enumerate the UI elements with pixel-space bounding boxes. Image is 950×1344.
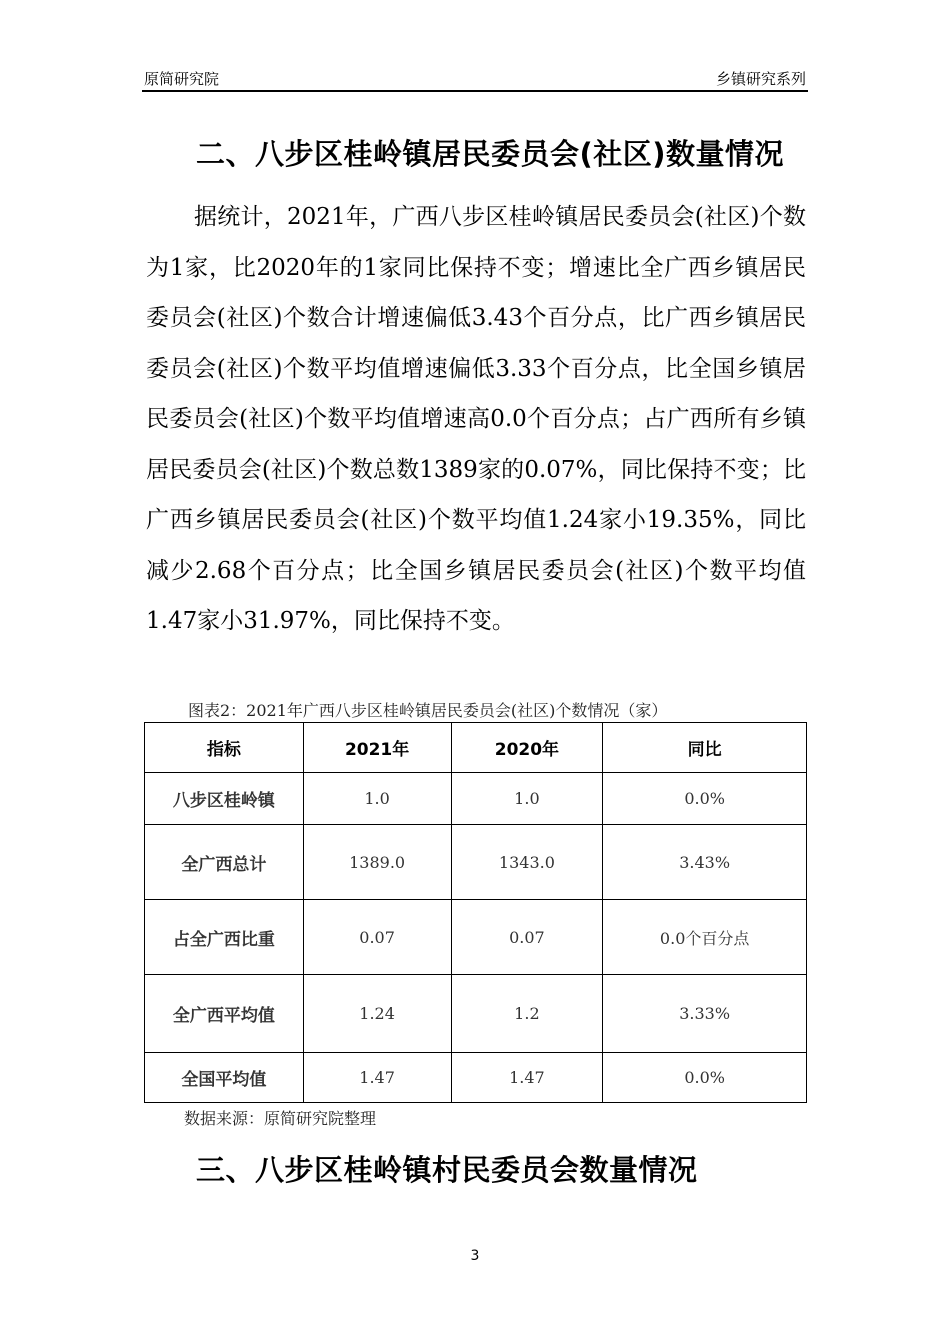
col-header-2021: 2021年	[303, 723, 451, 773]
cell-2020: 0.07	[451, 900, 603, 975]
header-right-series: 乡镇研究系列	[715, 70, 806, 88]
header-divider	[142, 90, 808, 92]
table-source-note: 数据来源：原简研究院整理	[184, 1109, 377, 1128]
cell-2021: 1389.0	[303, 825, 451, 900]
cell-2021: 1.0	[303, 773, 451, 825]
table-caption: 图表2：2021年广西八步区桂岭镇居民委员会(社区)个数情况（家）	[188, 701, 668, 720]
cell-yoy: 3.33%	[603, 975, 807, 1053]
row-label: 全广西平均值	[145, 975, 304, 1053]
section-2-heading: 二、八步区桂岭镇居民委员会(社区)数量情况	[196, 137, 785, 171]
cell-yoy: 3.43%	[603, 825, 807, 900]
table-row	[145, 975, 807, 1053]
page-number: 3	[470, 1248, 480, 1264]
cell-yoy: 0.0%	[603, 1053, 807, 1103]
table-row	[145, 825, 807, 900]
cell-2021: 1.47	[303, 1053, 451, 1103]
row-label: 全国平均值	[145, 1053, 304, 1103]
cell-2020: 1.47	[451, 1053, 603, 1103]
header-left-org: 原简研究院	[144, 70, 220, 88]
table-row	[145, 773, 807, 825]
table-row	[145, 1053, 807, 1103]
cell-2021: 1.24	[303, 975, 451, 1053]
col-header-2020: 2020年	[451, 723, 603, 773]
section-3-heading: 三、八步区桂岭镇村民委员会数量情况	[196, 1153, 698, 1187]
data-table	[144, 722, 807, 1103]
row-label: 八步区桂岭镇	[145, 773, 304, 825]
cell-2020: 1.2	[451, 975, 603, 1053]
row-label: 占全广西比重	[145, 900, 304, 975]
cell-2020: 1343.0	[451, 825, 603, 900]
cell-yoy: 0.0个百分点	[603, 900, 807, 975]
cell-yoy: 0.0%	[603, 773, 807, 825]
row-label: 全广西总计	[145, 825, 304, 900]
table-row	[145, 900, 807, 975]
section-2-paragraph: 据统计，2021年，广西八步区桂岭镇居民委员会(社区)个数为1家，比2020年的1家同比保持不变；增速比全广西乡镇居民委员会(社区)个数合计增速偏低3.43个百分点，比广西乡镇居民委员会(社区)个数平均值增速偏低3.33个百分点，比全国乡镇居民委员会(社区)个数平均值增速高0.0个百分点；占广西所有乡镇居民委员会(社区)个数总数1389家的0.07%，同比保持不变；比广西乡镇居民委员会(社区)个数平均值1.24家小19.35%，同比减少2.68个百分点；比全国乡镇居民委员会(社区)个数平均值1.47家小31.97%，同比保持不变。	[146, 204, 806, 634]
col-header-yoy: 同比	[603, 723, 807, 773]
table-header-row	[145, 723, 807, 773]
cell-2020: 1.0	[451, 773, 603, 825]
cell-2021: 0.07	[303, 900, 451, 975]
col-header-indicator: 指标	[145, 723, 304, 773]
